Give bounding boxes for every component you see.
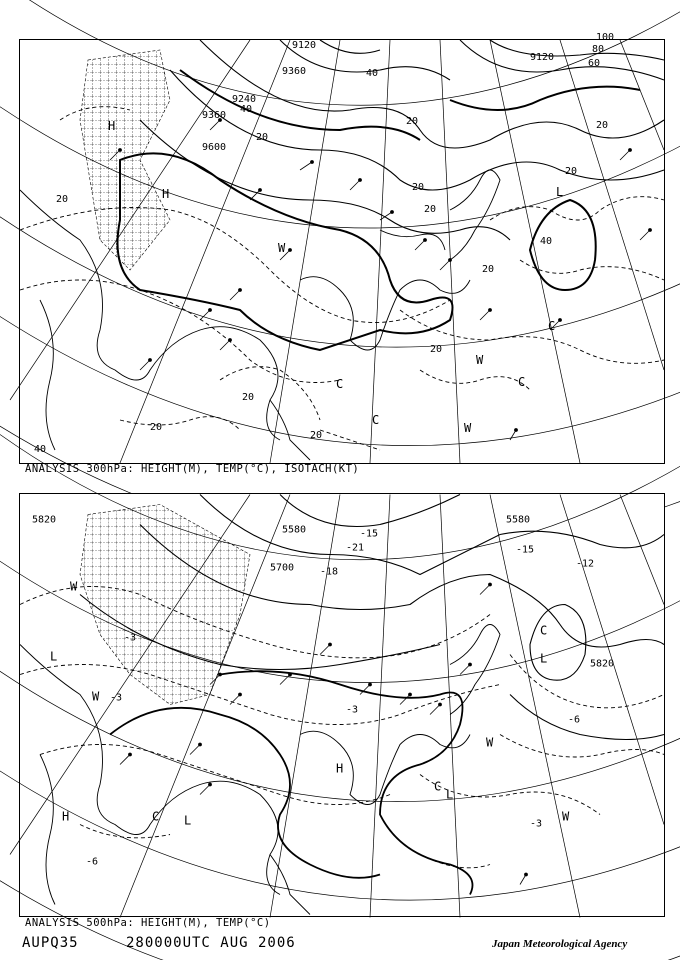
center-marker-c: C [372, 413, 380, 427]
temp-label: -15 [360, 528, 379, 540]
map-panel-500hpa [19, 493, 665, 917]
center-marker-w: W [278, 241, 286, 255]
height-label: 5580 [506, 514, 531, 526]
isotach-label: 20 [412, 182, 425, 193]
temp-label: -3 [110, 692, 123, 704]
height-label: 9360 [282, 66, 307, 77]
height-label: 5820 [590, 658, 615, 670]
center-marker-w: W [476, 353, 484, 367]
temp-label: -6 [568, 714, 581, 726]
center-marker-l: L [446, 787, 454, 802]
center-marker-l: L [540, 651, 548, 666]
temp-label: -3 [124, 632, 137, 644]
high-terrain-hatch [80, 50, 170, 270]
isotach-label: 20 [565, 166, 578, 177]
center-marker-c: C [540, 623, 548, 638]
temp-label: -21 [346, 542, 365, 554]
temp-label: -6 [86, 856, 99, 868]
temp-label: -3 [530, 818, 543, 830]
center-marker-c: C [548, 319, 556, 333]
center-marker-h: H [62, 809, 70, 824]
isotach-label: 100 [596, 32, 615, 43]
center-marker-w: W [486, 735, 494, 750]
center-marker-l: L [556, 185, 564, 199]
chart-code: AUPQ35 [22, 935, 79, 951]
agency-credit: Japan Meteorological Agency [492, 938, 628, 950]
map-300hpa-canvas [20, 32, 664, 463]
center-marker-h: H [108, 119, 116, 133]
center-marker-l: L [184, 813, 192, 828]
center-marker-c: C [152, 809, 160, 824]
height-label: 5580 [282, 524, 307, 536]
isotach-label: 20 [430, 344, 443, 355]
isotach-label: 80 [592, 44, 605, 55]
center-marker-c: C [434, 779, 442, 794]
height-label: 5700 [270, 562, 295, 574]
center-marker-h: H [162, 187, 170, 201]
height-contour-bold [110, 671, 473, 894]
isotach-label: 20 [406, 116, 419, 127]
caption-300hpa: ANALYSIS 300hPa: HEIGHT(M), TEMP(°C), ISOTACH(KT) [25, 463, 360, 475]
valid-time: 280000UTC AUG 2006 [126, 935, 296, 951]
isotach-label: 20 [56, 194, 69, 205]
map-panel-300hpa [19, 32, 665, 464]
center-marker-w: W [562, 809, 570, 824]
isotach-label: 20 [596, 120, 609, 131]
height-label: 9240 [232, 94, 257, 105]
map-500hpa-canvas [20, 494, 664, 917]
isotach-label: 20 [424, 204, 437, 215]
isotach-label: 20 [482, 264, 495, 275]
temp-label: -3 [346, 704, 359, 716]
center-marker-w: W [70, 579, 78, 594]
center-marker-w: W [92, 689, 100, 704]
isotach-bold [118, 70, 641, 350]
center-markers [108, 119, 563, 435]
isotach-label: 20 [242, 392, 255, 403]
isotach-label: 40 [366, 68, 379, 79]
center-marker-h: H [336, 761, 344, 776]
center-marker-w: W [464, 421, 472, 435]
isotach-label: 60 [588, 58, 601, 69]
isotach-label: 20 [310, 430, 323, 441]
isotach-label: 20 [150, 422, 163, 433]
isotach-label: 20 [256, 132, 269, 143]
height-label: 9360 [202, 110, 227, 121]
center-marker-c: C [336, 377, 344, 391]
height-label: 9600 [202, 142, 227, 153]
isotach-label: 40 [240, 104, 253, 115]
isotach-label: 40 [34, 444, 47, 455]
temp-label: -15 [516, 544, 535, 556]
height-label: 5820 [32, 514, 57, 526]
center-marker-l: L [50, 649, 58, 664]
height-label: 9120 [292, 40, 317, 51]
height-label: 9120 [530, 52, 555, 63]
center-marker-c: C [518, 375, 526, 389]
caption-500hpa: ANALYSIS 500hPa: HEIGHT(M), TEMP(°C) [25, 917, 271, 929]
coastlines [20, 625, 500, 915]
isotach-label: 40 [540, 236, 553, 247]
temp-label: -18 [320, 566, 339, 578]
temp-label: -12 [576, 558, 595, 570]
